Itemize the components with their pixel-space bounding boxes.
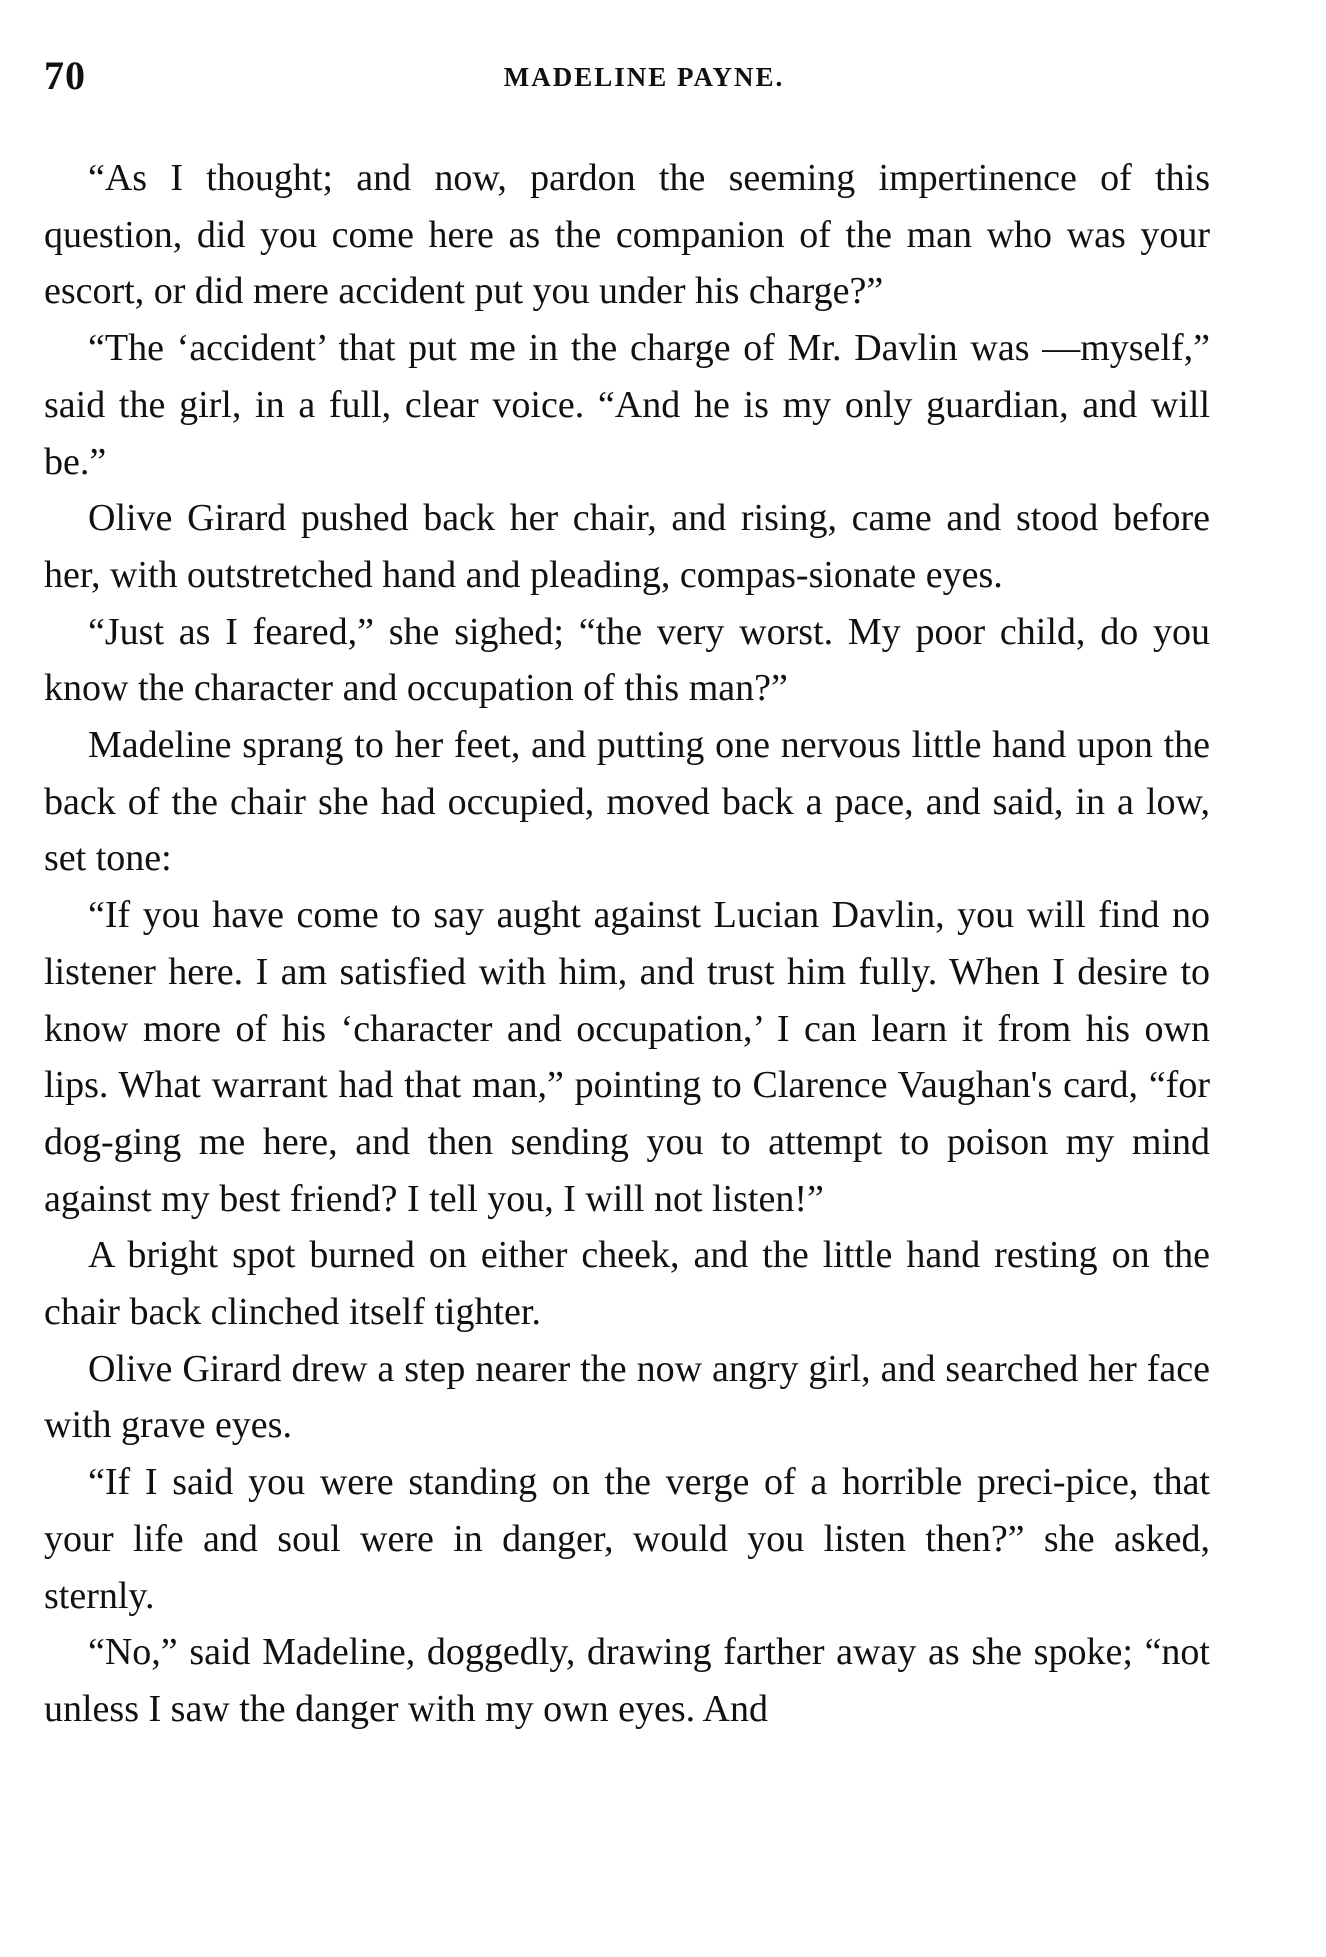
paragraph-5: Madeline sprang to her feet, and putting one nervous little hand upon the back of the chair she had occupied, moved back a pace, and said, in a low, set tone: xyxy=(44,724,1210,880)
page-title: MADELINE PAYNE. xyxy=(503,62,785,92)
body-text xyxy=(44,150,1210,1738)
paragraph-7: A bright spot burned on either cheek, and the little hand resting on the chair back clinched itself tighter. xyxy=(44,1234,1210,1334)
paragraph-1: “As I thought; and now, pardon the seeming impertinence of this question, did you come here as the companion of the man who was your escort, or did mere accident put you under his charge?” xyxy=(44,157,1210,313)
running-head xyxy=(44,52,1214,102)
page-number: 70 xyxy=(44,53,86,98)
paragraph-9: “If I said you were standing on the verge of a horrible preci-pice, that your life and soul were in danger, would you listen then?” she asked, sternly. xyxy=(44,1461,1210,1617)
paragraph-3: Olive Girard pushed back her chair, and rising, came and stood before her, with outstretched hand and pleading, compas-sionate eyes. xyxy=(44,497,1210,596)
paragraph-2: “The ‘accident’ that put me in the charge of Mr. Davlin was —myself,” said the girl, in a full, clear voice. “And he is my only guardian, and will be.” xyxy=(44,327,1210,483)
paragraph-6: “If you have come to say aught against Lucian Davlin, you will find no listener here. I am satisfied with him, and trust him fully. When I desire to know more of his ‘character and occupation,’ I can learn it from his own lips. What warrant had that man,” pointing to Clarence Vaughan's card, “for dog-ging me here, and then sending you to attempt to poison my mind against my best friend? I tell you, I will not listen!” xyxy=(44,894,1210,1220)
paragraph-4: “Just as I feared,” she sighed; “the very worst. My poor child, do you know the character and occupation of this man?” xyxy=(44,610,1210,710)
paragraph-8: Olive Girard drew a step nearer the now angry girl, and searched her face with grave eyes. xyxy=(44,1347,1210,1447)
paragraph-10: “No,” said Madeline, doggedly, drawing farther away as she spoke; “not unless I saw the danger with my own eyes. And xyxy=(44,1631,1210,1730)
